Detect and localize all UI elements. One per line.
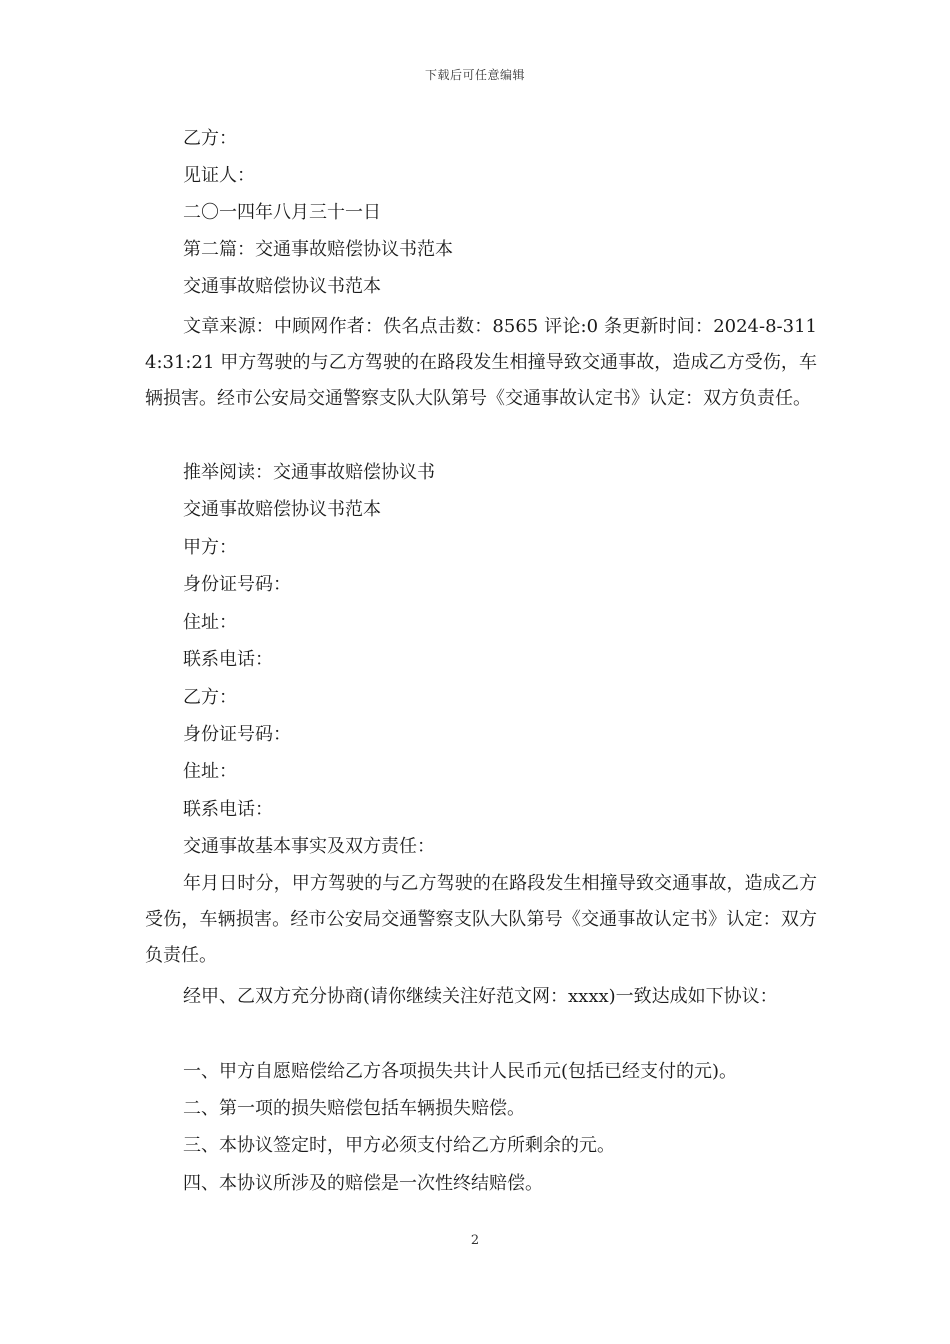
party-a-id-number: 身份证号码： [183, 574, 291, 595]
page-header: 下载后可任意编辑 [424, 68, 525, 82]
page-number: 2 [470, 1233, 480, 1248]
date-line: 二〇一四年八月三十一日 [183, 202, 381, 223]
clause-3: 三、本协议签定时，甲方必须支付给乙方所剩余的元。 [183, 1135, 615, 1156]
clause-2: 二、第一项的损失赔偿包括车辆损失赔偿。 [183, 1098, 525, 1119]
witness-label: 见证人： [183, 165, 255, 186]
party-a-phone: 联系电话： [183, 649, 273, 670]
article-source-paragraph: 文章来源：中顾网作者：佚名点击数：8565 评论:0 条更新时间：2024-8-3114:31:21 甲方驾驶的与乙方驾驶的在路段发生相撞导致交通事故，造成乙方受伤，车辆损害。经市公安局交通警察支队大队第号《交通事故认定书》认定：双方负责任。 [145, 316, 817, 409]
party-b-label: 乙方： [183, 128, 237, 149]
clause-1: 一、甲方自愿赔偿给乙方各项损失共计人民币元(包括已经支付的元)。 [183, 1061, 738, 1082]
section-title: 第二篇：交通事故赔偿协议书范本 [183, 239, 453, 260]
facts-heading: 交通事故基本事实及双方责任： [183, 836, 435, 857]
party-b-label-2: 乙方： [183, 687, 237, 708]
facts-paragraph: 年月日时分，甲方驾驶的与乙方驾驶的在路段发生相撞导致交通事故，造成乙方受伤，车辆损害。经市公安局交通警察支队大队第号《交通事故认定书》认定：双方负责任。 [145, 873, 817, 966]
party-a-address: 住址： [183, 612, 237, 633]
recommended-reading: 推举阅读：交通事故赔偿协议书 [183, 462, 435, 483]
party-b-phone: 联系电话： [183, 799, 273, 820]
document-title-2: 交通事故赔偿协议书范本 [183, 499, 381, 520]
agreement-intro: 经甲、乙双方充分协商(请你继续关注好范文网：xxxx)一致达成如下协议： [183, 986, 778, 1007]
party-b-address: 住址： [183, 761, 237, 782]
clause-4: 四、本协议所涉及的赔偿是一次性终结赔偿。 [183, 1173, 543, 1194]
party-a-label: 甲方： [183, 537, 237, 558]
party-b-id-number: 身份证号码： [183, 724, 291, 745]
document-title: 交通事故赔偿协议书范本 [183, 276, 381, 297]
